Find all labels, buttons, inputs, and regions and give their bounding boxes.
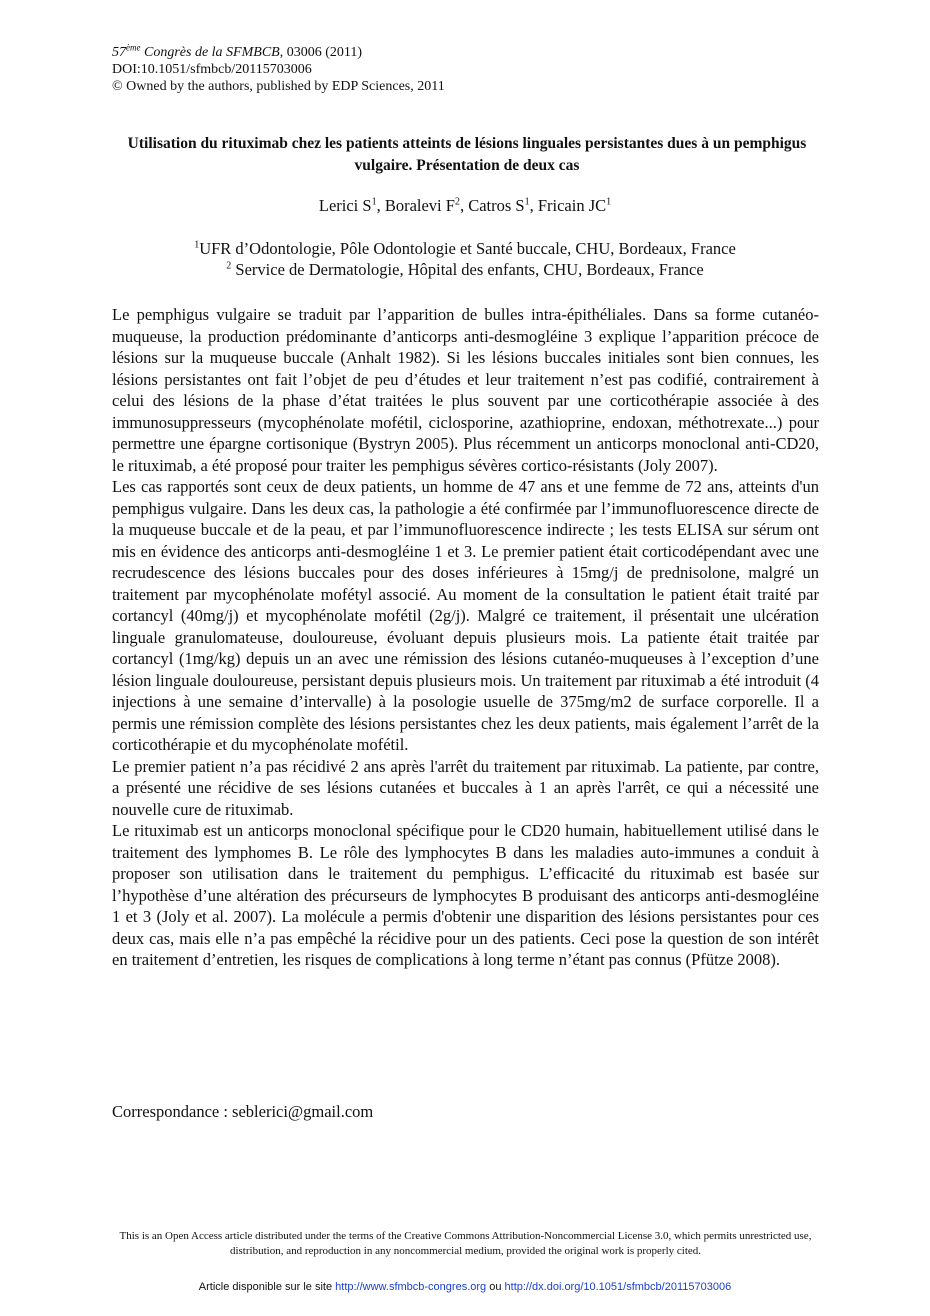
correspondence: Correspondance : seblerici@gmail.com bbox=[112, 1102, 374, 1121]
congress-ref: , 03006 (2011) bbox=[279, 45, 363, 60]
congress-number: 57 bbox=[112, 45, 126, 60]
authors bbox=[0, 196, 930, 216]
affiliations bbox=[0, 238, 930, 280]
journal-header bbox=[112, 44, 445, 95]
paragraph: Le pemphigus vulgaire se traduit par l’apparition de bulles intra-épithéliales. Dans sa forme cutanéo-muqueuse, la production prédominante d’anticorps anti-desmogléine 3 explique l’apparition précoce de lésions sur la muqueuse buccale (Anhalt 1982). Si les lésions buccales initiales sont bien connues, les lésions persistantes ont fait l’objet de peu d’études et leur traitement n’est pas codifié, contrairement à celui des lésions de la phase d’état traitées le plus souvent par une corticothérapie associée à des immunosuppresseurs (mycophénolate mofétil, ciclosporine, azathioprine, endoxan, méthotrexate...) pour permettre une épargne cortisonique (Bystryn 2005). Plus récemment un anticorps monoclonal anti-CD20, le rituximab, a été proposé pour traiter les pemphigus sévères cortico-résistants (Joly 2007). bbox=[112, 305, 819, 475]
author: Lerici $S^1$, bbox=[318, 196, 385, 215]
congress-name: Congrès de la SFMBCB bbox=[140, 45, 280, 60]
congress-line bbox=[112, 44, 445, 61]
paragraph: Le premier patient n’a pas récidivé 2 ans après l'arrêt du traitement par rituximab. La patiente, par contre, a présenté une récidive de ses lésions cutanées et buccales à 1 an après l'arrêt, ce qui a nécessité une nouvelle cure de rituximab. bbox=[112, 756, 819, 819]
congress-ordinal: ème bbox=[126, 42, 141, 53]
doi: DOI:10.1051/sfmbcb/20115703006 bbox=[112, 62, 312, 77]
author: Boralevi $F^2$, bbox=[384, 196, 469, 215]
article-body bbox=[112, 304, 819, 971]
affiliation: $^2$ Service de Dermatologie, Hôpital des enfants, CHU, Bordeaux, France bbox=[226, 260, 704, 279]
site-link[interactable]: http://www.sfmbcb-congres.org bbox=[335, 1281, 487, 1293]
author: Fricain $JC^1$ bbox=[537, 196, 612, 215]
paragraph: Les cas rapportés sont ceux de deux patients, un homme de 47 ans et une femme de 72 ans, atteints d'un pemphigus vulgaire. Dans les deux cas, la pathologie a été confirmée par l’immunofluorescence directe de la muqueuse buccale et de la peau, et par l’immunofluorescence indirecte ; les tests ELISA sur sérum ont mis en évidence des anticorps anti-desmogléine 1 et 3. Le premier patient était corticodépendant avec une recrudescence des lésions buccales pour des doses inférieures à 15mg/j de prednisolone, malgré un traitement par mycophénolate mofétyl associé. Au moment de la consultation le patient était traité par cortancyl (40mg/j) et mycophénolate mofétil (2g/j). Malgré ce traitement, il présentait une ulcération linguale granulomateuse, douloureuse, évoluant depuis plusieurs mois. La patiente était traitée par cortancyl (1mg/kg) depuis un an avec une rémission des lésions cutanéo-muqueuses à l’exception d’une lésion linguale douloureuse, persistant depuis plusieurs mois. Un traitement par rituximab a été introduit (4 injections à une semaine d’intervalle) à la posologie usuelle de 375mg/m2 de surface corporelle. Il a permis une rémission complète des lésions persistantes chez les deux patients, mais également l’arrêt de la corticothérapie et du mycophénolate mofétil. bbox=[112, 477, 819, 754]
doi-link[interactable]: http://dx.doi.org/10.1051/sfmbcb/20115703006 bbox=[504, 1281, 732, 1293]
affiliation: $^1$UFR d’Odontologie, Pôle Odontologie et Santé buccale, CHU, Bordeaux, France bbox=[194, 239, 736, 258]
copyright: © Owned by the authors, published by EDP Sciences, 2011 bbox=[112, 79, 445, 94]
availability-line: Article disponible sur le site http://www.sfmbcb-congres.org ou http://dx.doi.org/10.1051/sfmbcb/20115703006 bbox=[198, 1281, 732, 1293]
license-notice: This is an Open Access article distributed under the terms of the Creative Commons Attribution-Noncommercial License 3.0, which permits unrestricted use, distribution, and reproduction in any noncommercial medium, provided the original work is properly cited. bbox=[119, 1230, 812, 1257]
article-title: Utilisation du rituximab chez les patients atteints de lésions linguales persistantes dues à un pemphigus vulgaire. Présentation de deux cas bbox=[127, 135, 807, 174]
author: Catros $S^1$, bbox=[468, 196, 538, 215]
paragraph: Le rituximab est un anticorps monoclonal spécifique pour le CD20 humain, habituellement utilisé dans le traitement des lymphomes B. Le rôle des lymphocytes B dans les maladies auto-immunes a conduit à proposer son utilisation dans le traitement du pemphigus. L’efficacité du rituximab est basée sur l’hypothèse d’une altération des précurseurs de lymphocytes B produisant des anticorps anti-desmogléine 1 et 3 (Joly et al. 2007). La molécule a permis d'obtenir une disparition des lésions persistantes pour ces deux cas, mais elle n’a pas empêché la récidive pour un des patients. Ceci pose la question de son intérêt en traitement d’entretien, les risques de complications à long terme n’étant pas connus (Pfütze 2008). bbox=[112, 821, 819, 969]
